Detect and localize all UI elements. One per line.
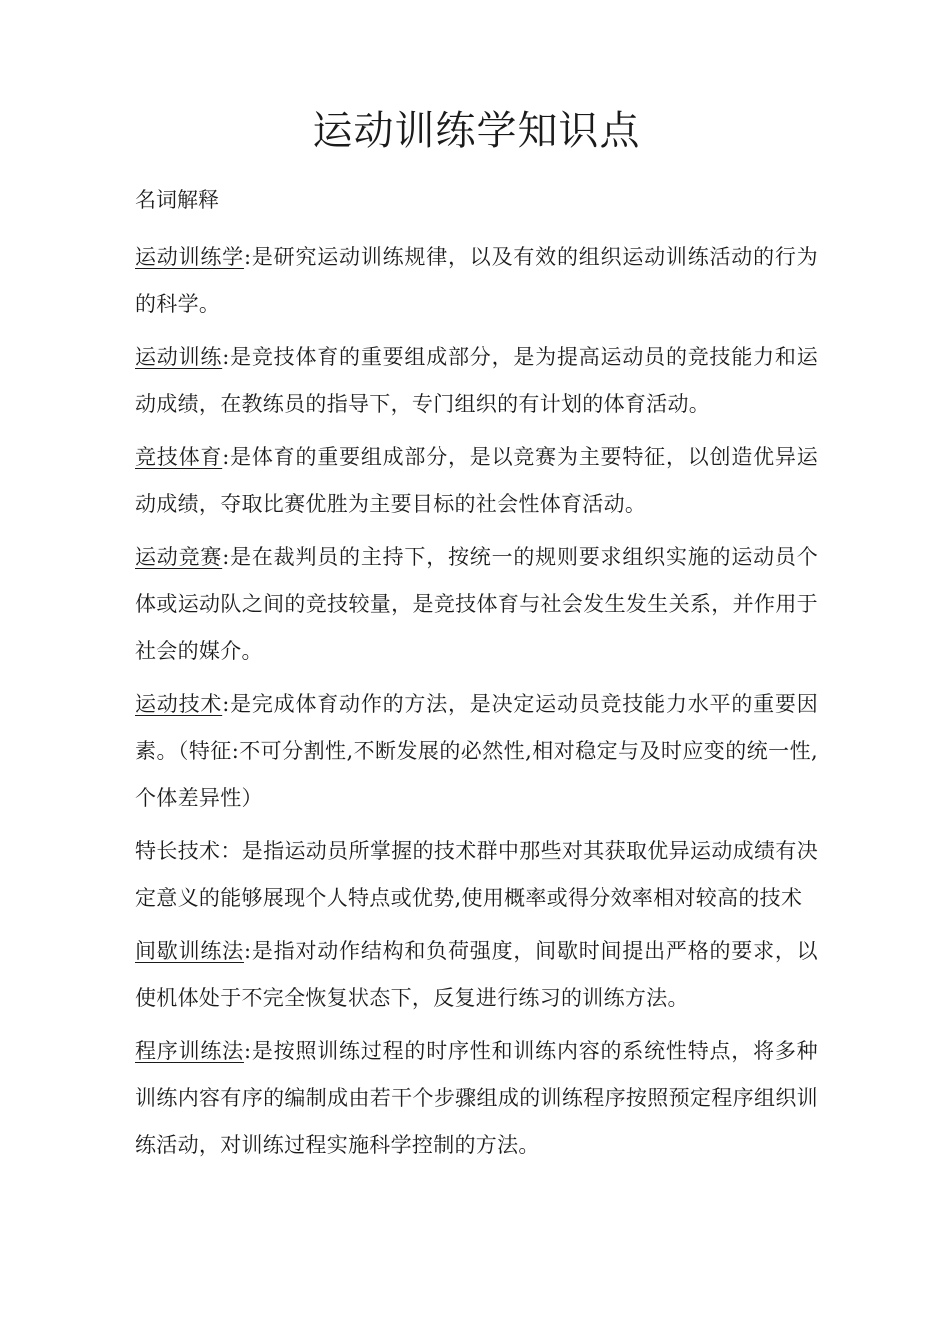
definition-list: [135, 234, 818, 1175]
definition-text: 是体育的重要组成部分，是以竞赛为主要特征，以创造优异运动成绩，夺取比赛优胜为主要目标的社会性体育活动。: [135, 445, 818, 516]
definition-entry: [135, 334, 818, 428]
definition-text: 是指运动员所掌握的技术群中那些对其获取优异运动成绩有决定意义的能够展现个人特点或优势,使用概率或得分效率相对较高的技术: [135, 839, 819, 910]
term: 间歇训练法: [135, 939, 244, 963]
term: 竞技体育: [135, 445, 223, 469]
term-separator: :: [243, 939, 252, 963]
definition-entry: [135, 534, 818, 675]
definition-entry: [135, 828, 818, 922]
definition-text: 是按照训练过程的时序性和训练内容的系统性特点，将多种训练内容有序的编制成由若干个步骤组成的训练程序按照预定程序组织训练活动，对训练过程实施科学控制的方法。: [135, 1039, 818, 1157]
term: 运动训练: [135, 345, 223, 369]
definition-text: 是竞技体育的重要组成部分，是为提高运动员的竞技能力和运动成绩，在教练员的指导下，专门组织的有计划的体育活动。: [135, 345, 818, 416]
term-separator: :: [222, 545, 230, 569]
term: 运动竞赛: [135, 545, 223, 569]
term-separator: :: [243, 1039, 252, 1063]
term: 运动技术: [135, 692, 223, 716]
term: 运动训练学: [135, 245, 244, 269]
definition-entry: [135, 234, 818, 328]
definition-text: 是在裁判员的主持下，按统一的规则要求组织实施的运动员个体或运动队之间的竞技较量，是竞技体育与社会发生发生关系，并作用于社会的媒介。: [135, 545, 818, 663]
definition-text: 是完成体育动作的方法，是决定运动员竞技能力水平的重要因素。（特征:不可分割性,不断发展的必然性,相对稳定与及时应变的统一性,个体差异性）: [135, 692, 818, 810]
definition-entry: [135, 1028, 818, 1169]
definition-entry: [135, 928, 818, 1022]
term-separator: :: [222, 445, 230, 469]
definition-text: 是研究运动训练规律，以及有效的组织运动训练活动的行为的科学。: [135, 245, 818, 316]
term: 程序训练法: [135, 1039, 244, 1063]
term-separator: ：: [220, 839, 242, 863]
definition-entry: [135, 434, 818, 528]
term: 特长技术: [135, 839, 221, 863]
section-heading: 名词解释: [135, 188, 219, 212]
term-separator: :: [222, 345, 230, 369]
document-title: 运动训练学知识点: [312, 108, 641, 154]
definition-entry: [135, 681, 818, 822]
definition-text: 是指对动作结构和负荷强度，间歇时间提出严格的要求，以使机体处于不完全恢复状态下，反复进行练习的训练方法。: [135, 939, 818, 1010]
term-separator: :: [222, 692, 230, 716]
term-separator: :: [243, 245, 252, 269]
